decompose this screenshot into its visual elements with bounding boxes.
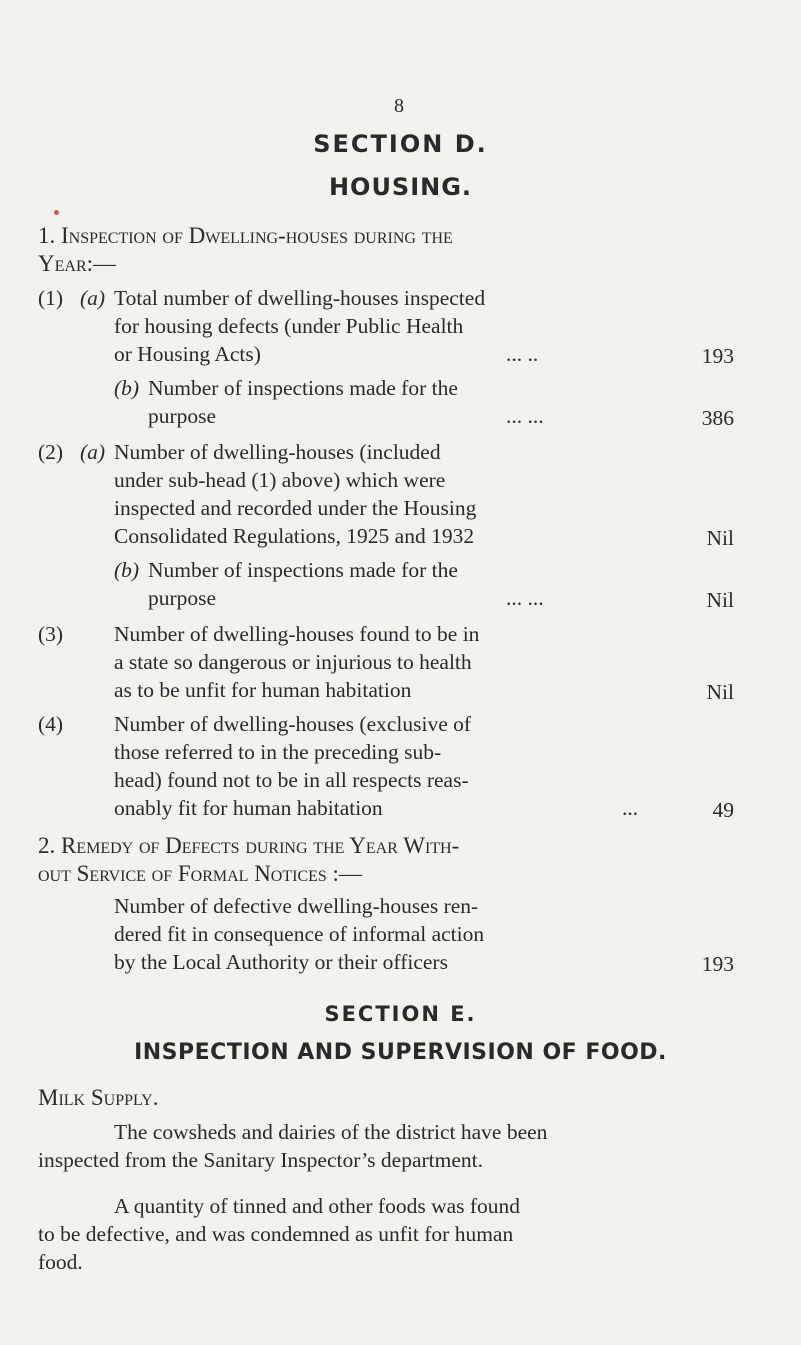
item2-heading-lead: 2. Remedy of Defects during the Year With- [38,833,460,858]
q2-b-value: Nil [706,588,734,612]
q2-b-line: purpose [148,586,217,610]
section-d-subheading: HOUSING. [328,173,473,201]
section-e-subheading: INSPECTION AND SUPERVISION OF FOOD. [134,1040,667,1065]
q1-a-value: 193 [701,344,734,368]
para1-line: The cowsheds and dairies of the district have been [114,1120,548,1144]
section-e-heading: SECTION E. [324,1002,477,1026]
q1-a-line: for housing defects (under Public Health [114,314,464,338]
item2-heading-cont: out Service of Formal Notices :— [38,861,362,886]
section-d-heading: SECTION D. [313,130,488,158]
item2-line: by the Local Authority or their officers [114,950,448,974]
para2-line: to be defective, and was condemned as unfit for human [38,1222,514,1246]
q1-a-dots: ... .. [506,342,539,366]
q2-b-label: (b) [114,558,140,582]
item1-heading-lead: 1. Inspection of Dwelling-houses during the [38,223,453,248]
q1-b-line: Number of inspections made for the [148,376,458,400]
para1-line: inspected from the Sanitary Inspector’s department. [38,1148,483,1172]
q4-number: (4) [38,712,64,736]
q4-line: head) found not to be in all respects reas- [114,768,469,792]
q4-line: onably fit for human habitation [114,796,383,820]
q4-value: 49 [712,798,734,822]
ink-dot [54,210,59,215]
page-number: 8 [394,95,404,117]
q1-b-line: purpose [148,404,217,428]
q2-a-line: Number of dwelling-houses (included [114,440,441,464]
q1-a-line: Total number of dwelling-houses inspected [114,286,486,310]
q2-b-dots: ... ... [506,586,544,610]
item2-line: Number of defective dwelling-houses ren- [114,894,479,918]
q4-line: Number of dwelling-houses (exclusive of [114,712,472,736]
q1-number: (1) [38,286,64,310]
q2-a-label: (a) [80,440,106,464]
q2-a-line: under sub-head (1) above) which were [114,468,446,492]
item1-heading-cont: Year:— [38,251,116,276]
q4-dots: ... [622,796,639,820]
q1-b-value: 386 [701,406,734,430]
q2-number: (2) [38,440,64,464]
q1-a-label: (a) [80,286,106,310]
q1-a-line: or Housing Acts) [114,342,261,366]
q3-line: as to be unfit for human habitation [114,678,412,702]
item2-value: 193 [701,952,734,976]
q4-line: those referred to in the preceding sub- [114,740,442,764]
q2-a-line: Consolidated Regulations, 1925 and 1932 [114,524,475,548]
para2-line: A quantity of tinned and other foods was found [114,1194,521,1218]
q3-number: (3) [38,622,64,646]
q1-b-dots: ... ... [506,404,544,428]
q2-a-value: Nil [706,526,734,550]
q1-b-label: (b) [114,376,140,400]
q2-b-line: Number of inspections made for the [148,558,458,582]
q3-line: a state so dangerous or injurious to health [114,650,472,674]
item2-line: dered fit in consequence of informal action [114,922,485,946]
milk-supply-heading: Milk Supply. [38,1085,159,1110]
q2-a-line: inspected and recorded under the Housing [114,496,477,520]
q3-line: Number of dwelling-houses found to be in [114,622,480,646]
para2-line: food. [38,1250,83,1274]
q3-value: Nil [706,680,734,704]
